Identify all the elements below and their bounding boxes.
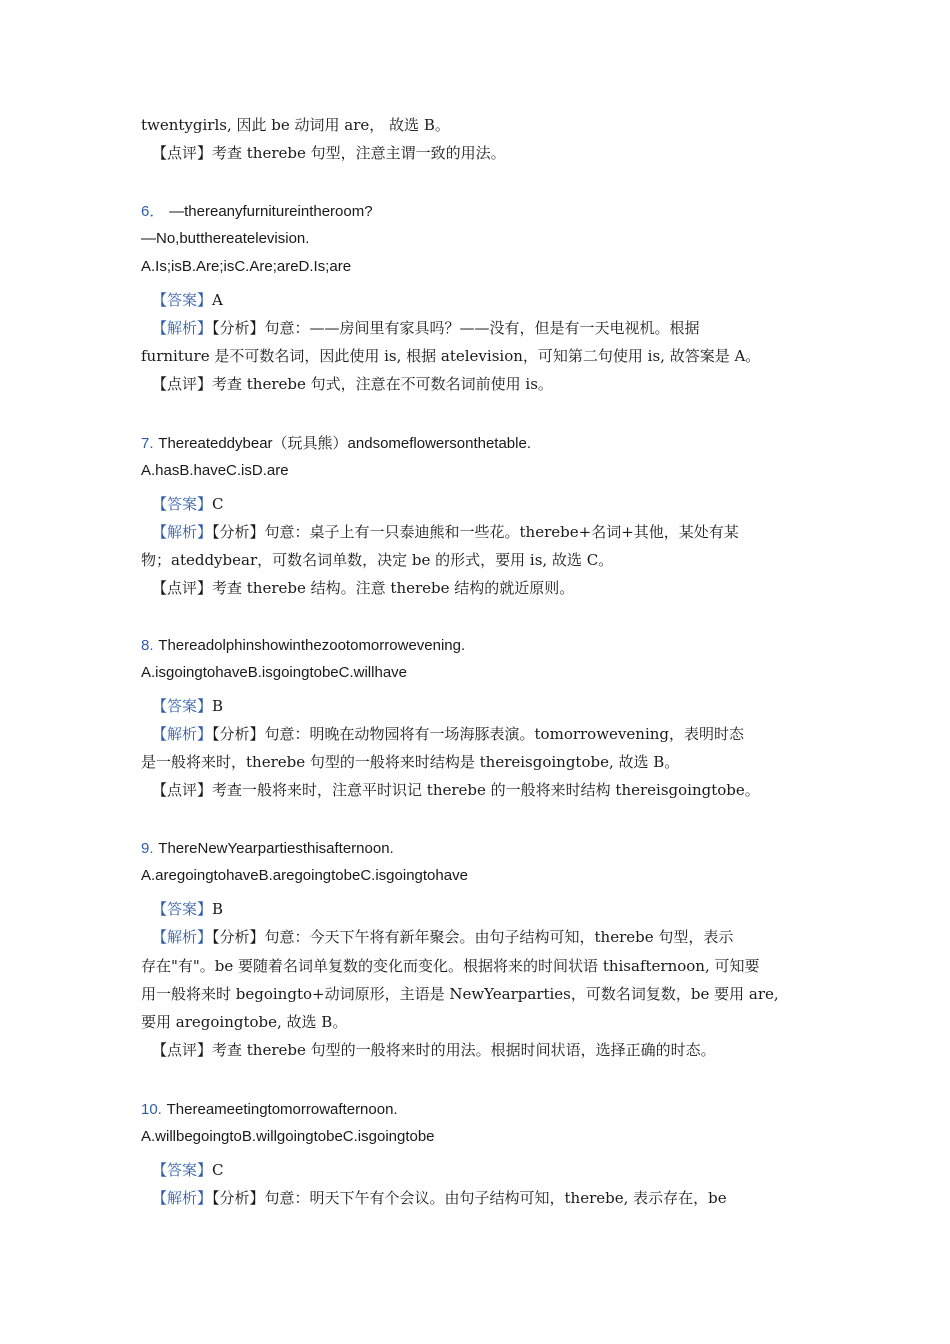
question-number: 6．	[141, 203, 165, 220]
explain-tag: 【解析】	[152, 523, 213, 541]
question-8-options: A.isgoingtohaveB.isgoingtobeC.willhave	[141, 664, 408, 681]
question-10-options: A.willbegoingtoB.willgoingtobeC.isgoingtobe	[141, 1128, 435, 1145]
question-number: 9.	[141, 840, 154, 857]
answer-tag: 【答案】	[152, 1161, 213, 1179]
question-6-stem-2: —No,butthereatelevision.	[141, 230, 310, 247]
question-7-options: A.hasB.haveC.isD.are	[141, 462, 289, 479]
question-9-analysis-cont: 要用 aregoingtobe, 故选 B。	[141, 1013, 348, 1031]
question-9-stem: 9. ThereNewYearpartiesthisafternoon.	[141, 840, 394, 857]
question-8-analysis-cont: 是一般将来时，therebe 句型的一般将来时结构是 thereisgoingtobe, 故选 B。	[141, 753, 680, 771]
question-9-analysis-cont: 存在"有"。be 要随着名词单复数的变化而变化。根据将来的时间状语 thisafternoon, 可知要	[141, 957, 760, 975]
answer-tag: 【答案】	[152, 495, 213, 513]
question-10-analysis: 【解析】【分析】句意：明天下午有个会议。由句子结构可知，therebe, 表示存在，be	[152, 1189, 727, 1207]
question-8-comment: 【点评】考查一般将来时，注意平时识记 therebe 的一般将来时结构 thereisgoingtobe。	[152, 781, 760, 799]
comment-tag: 【点评】	[152, 579, 213, 597]
question-9-analysis-cont: 用一般将来时 begoingto+动词原形，主语是 NewYearparties，可数名词复数，be 要用 are,	[141, 985, 779, 1003]
question-8-answer: 【答案】B	[152, 697, 224, 715]
question-10-stem: 10. Thereameetingtomorrowafternoon.	[141, 1101, 398, 1118]
comment-tag: 【点评】	[152, 144, 213, 162]
question-6-answer: 【答案】A	[152, 291, 223, 309]
question-9-options: A.aregoingtohaveB.aregoingtobeC.isgoingtohave	[141, 867, 468, 884]
explain-tag: 【解析】	[152, 928, 213, 946]
question-9-answer: 【答案】B	[152, 900, 224, 918]
analysis-tag: 【分析】	[212, 523, 265, 541]
analysis-tag: 【分析】	[212, 1189, 265, 1207]
comment-tag: 【点评】	[152, 375, 213, 393]
intro-comment: 【点评】考查 therebe 句型，注意主谓一致的用法。	[152, 144, 506, 162]
comment-tag: 【点评】	[152, 781, 213, 799]
question-6-options: A.Is;isB.Are;isC.Are;areD.Is;are	[141, 258, 352, 275]
question-7-stem: 7. Thereateddybear（玩具熊）andsomeflowersonthetable.	[141, 435, 531, 452]
answer-tag: 【答案】	[152, 697, 213, 715]
comment-tag: 【点评】	[152, 1041, 213, 1059]
question-9-comment: 【点评】考查 therebe 句型的一般将来时的用法。根据时间状语，选择正确的时态。	[152, 1041, 716, 1059]
intro-line: twentygirls, 因此 be 动词用 are， 故选 B。	[141, 116, 450, 134]
question-6-analysis-cont: furniture 是不可数名词，因此使用 is, 根据 atelevision，可知第二句使用 is, 故答案是 A。	[141, 347, 761, 365]
question-7-comment: 【点评】考查 therebe 结构。注意 therebe 结构的就近原则。	[152, 579, 575, 597]
question-number: 8.	[141, 637, 154, 654]
explain-tag: 【解析】	[152, 1189, 213, 1207]
question-7-answer: 【答案】C	[152, 495, 224, 513]
analysis-tag: 【分析】	[212, 319, 265, 337]
analysis-tag: 【分析】	[212, 725, 265, 743]
question-number: 10.	[141, 1101, 162, 1118]
question-10-answer: 【答案】C	[152, 1161, 224, 1179]
explain-tag: 【解析】	[152, 725, 213, 743]
question-9-analysis: 【解析】【分析】句意：今天下午将有新年聚会。由句子结构可知，therebe 句型，表示	[152, 928, 734, 946]
question-8-stem: 8. Thereadolphinshowinthezootomorrowevening.	[141, 637, 466, 654]
analysis-tag: 【分析】	[212, 928, 265, 946]
explain-tag: 【解析】	[152, 319, 213, 337]
question-7-analysis-cont: 物；ateddybear，可数名词单数，决定 be 的形式，要用 is, 故选 C。	[141, 551, 614, 569]
question-6-stem: 6． —thereanyfurnitureintheroom?	[141, 203, 373, 220]
question-6-comment: 【点评】考查 therebe 句式，注意在不可数名词前使用 is。	[152, 375, 553, 393]
answer-tag: 【答案】	[152, 900, 213, 918]
question-7-analysis: 【解析】【分析】句意：桌子上有一只泰迪熊和一些花。therebe+名词+其他，某处有某	[152, 523, 739, 541]
question-number: 7.	[141, 435, 154, 452]
answer-tag: 【答案】	[152, 291, 213, 309]
question-8-analysis: 【解析】【分析】句意：明晚在动物园将有一场海豚表演。tomorrowevening，表明时态	[152, 725, 745, 743]
question-6-analysis: 【解析】【分析】句意：——房间里有家具吗？——没有，但是有一天电视机。根据	[152, 319, 700, 337]
